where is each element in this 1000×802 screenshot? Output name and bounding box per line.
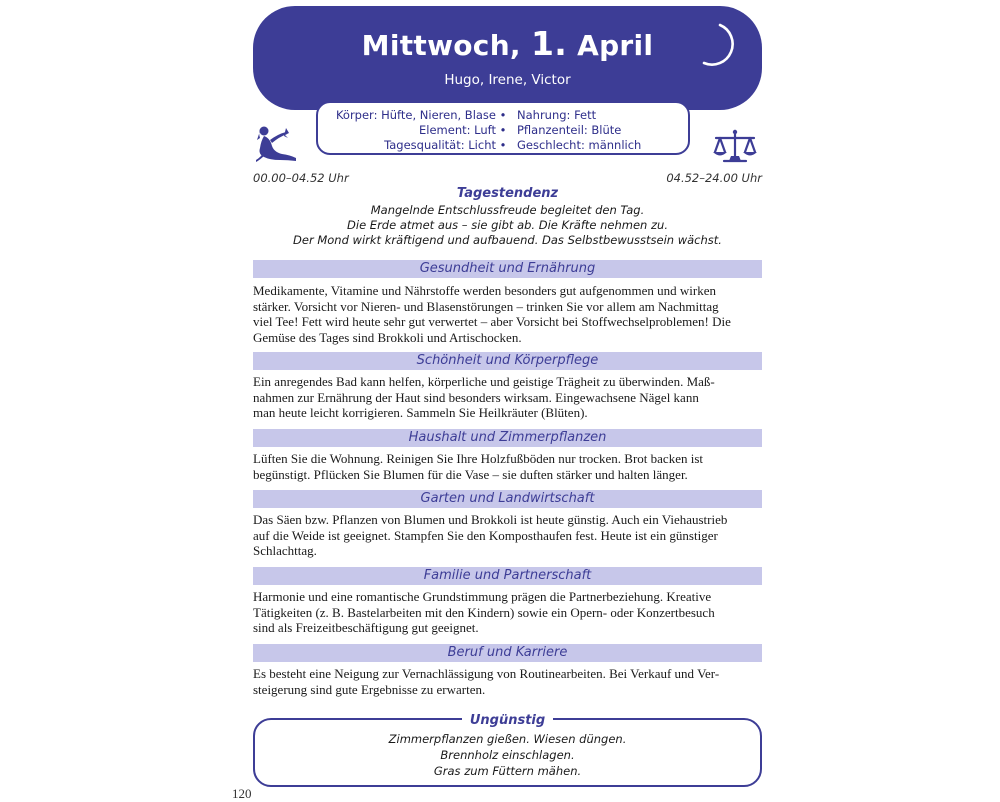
section-text-gesundheit [253, 283, 768, 345]
text-line: Tätigkeiten (z. B. Bastelarbeiten mit den Kindern) sowie ein Opern- oder Konzertbesuch [253, 604, 715, 620]
day-tendency [253, 186, 762, 248]
info-right: Nahrung: Fett [517, 108, 597, 122]
unfavorable-line: Zimmerpflanzen gießen. Wiesen düngen. [388, 732, 627, 746]
text-line: auf die Weide ist geeignet. Stampfen Sie den Komposthaufen fest. Heute ist ein günstiger [253, 527, 718, 543]
info-row [318, 123, 688, 138]
section-text-haushalt [253, 451, 768, 482]
info-right: Geschlecht: männlich [517, 138, 642, 152]
text-line: stärker. Vorsicht vor Nieren- und Blasenstörungen – trinken Sie vor allem am Nachmittag [253, 298, 719, 314]
text-line: Es besteht eine Neigung zur Vernachlässigung von Routinearbeiten. Bei Verkauf und Ver- [253, 666, 720, 681]
info-bullet: • [499, 138, 507, 152]
section-heading-gesundheit: Gesundheit und Ernährung [253, 260, 762, 278]
text-line: sind als Freizeitbeschäftigung gut geeignet. [253, 620, 479, 635]
text-line: steigerung sind gute Ergebnisse zu erwarten. [253, 681, 486, 697]
text-line: nahmen zur Ernährung der Haut sind besonders wirksam. Eingewachsene Nägel kann [253, 389, 699, 405]
unfavorable-heading [253, 709, 762, 728]
day-properties-box [316, 101, 690, 155]
page-number: 120 [232, 786, 252, 801]
text-line: Medikamente, Vitamine und Nährstoffe werden besonders gut aufgenommen und wirken [253, 283, 717, 298]
unfavorable-heading-label: Ungünstig [462, 713, 553, 728]
section-text-beruf [253, 666, 768, 697]
section-heading-schoenheit: Schönheit und Körperpflege [253, 352, 762, 370]
info-right: Pflanzenteil: Blüte [517, 123, 622, 137]
info-row [318, 138, 688, 153]
info-left: Körper: Hüfte, Nieren, Blase [335, 108, 496, 122]
text-line: Ein anregendes Bad kann helfen, körperliche und geistige Trägheit zu überwinden. Maß- [253, 374, 715, 389]
section-text-schoenheit [253, 374, 768, 421]
text-line: Harmonie und eine romantische Grundstimmung prägen die Partnerbeziehung. Kreative [253, 589, 712, 604]
libra-icon [710, 128, 760, 166]
text-line: begünstigt. Pflücken Sie Blumen für die Vase – sie duften stärker und halten länger. [253, 466, 688, 482]
info-row [318, 108, 688, 123]
day-header-banner [253, 6, 762, 110]
text-line: man heute leicht korrigieren. Sammeln Sie Heilkräuter (Blüten). [253, 405, 588, 420]
tendency-line: Die Erde atmet aus – sie gibt ab. Die Kräfte nehmen zu. [347, 218, 668, 232]
section-heading-garten: Garten und Landwirtschaft [253, 490, 762, 508]
section-heading-haushalt: Haushalt und Zimmerpflanzen [253, 429, 762, 447]
tendency-line: Der Mond wirkt kräftigend und aufbauend. Das Selbstbewusstsein wächst. [293, 233, 722, 247]
section-text-garten [253, 512, 768, 559]
section-heading-familie: Familie und Partnerschaft [253, 567, 762, 585]
title-date-number: 1. [530, 24, 568, 63]
unfavorable-line: Brennholz einschlagen. [440, 748, 575, 762]
info-bullet: • [499, 123, 507, 137]
section-heading-beruf: Beruf und Karriere [253, 644, 762, 662]
unfavorable-text [253, 731, 762, 779]
info-left: Element: Luft [419, 123, 496, 137]
tendency-heading: Tagestendenz [456, 186, 559, 201]
info-bullet: • [499, 108, 507, 122]
text-line: viel Tee! Fett wird heute sehr gut verwertet – aber Vorsicht bei Stoffwechselproblemen! Die [253, 314, 731, 329]
text-line: Das Säen bzw. Pflanzen von Blumen und Brokkoli ist heute günstig. Auch ein Viehaustrieb [253, 512, 728, 527]
text-line: Lüften Sie die Wohnung. Reinigen Sie Ihre Holzfußböden nur trocken. Brot backen ist [253, 451, 703, 466]
title-day: Mittwoch, [361, 29, 521, 62]
moon-crescent-icon [698, 21, 738, 69]
info-left: Tagesqualität: Licht [384, 138, 496, 152]
text-line: Schlachttag. [253, 543, 317, 558]
title-month: April [577, 29, 654, 62]
tendency-line: Mangelnde Entschlussfreude begleitet den Tag. [370, 203, 645, 217]
time-range-right: 04.52–24.00 Uhr [666, 171, 762, 185]
section-text-familie [253, 589, 768, 636]
time-range-left: 00.00–04.52 Uhr [253, 171, 349, 185]
page-title [253, 24, 762, 63]
name-days: Hugo, Irene, Victor [444, 72, 571, 88]
text-line: Gemüse des Tages sind Brokkoli und Artischocken. [253, 329, 522, 345]
unfavorable-line: Gras zum Füttern mähen. [433, 764, 582, 778]
virgo-icon [252, 124, 300, 166]
